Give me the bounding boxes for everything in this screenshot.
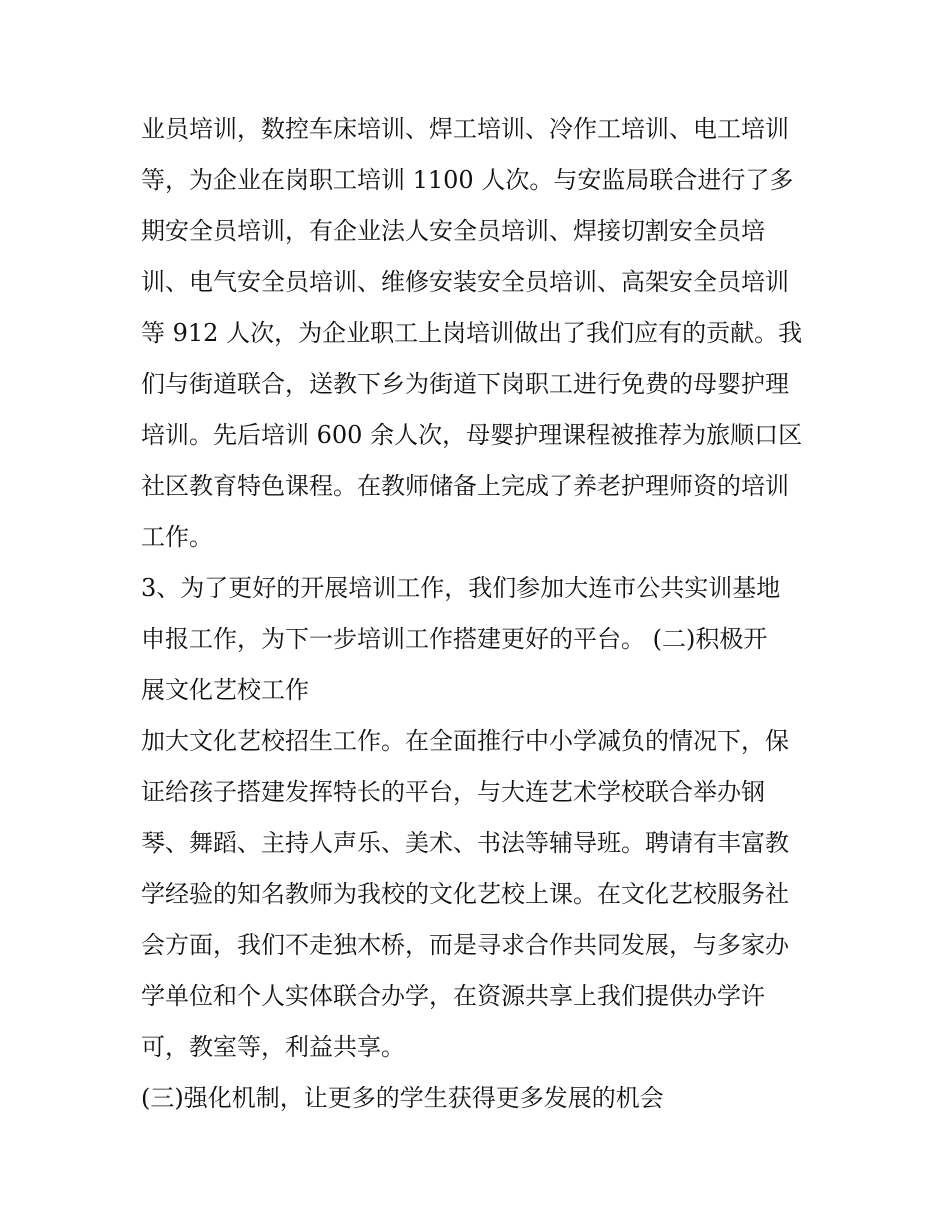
text-line: 期安全员培训，有企业法人安全员培训、焊接切割安全员培 — [141, 217, 765, 245]
section-heading-2: 展文化艺校工作 — [141, 676, 309, 704]
text-line: 工作。 — [141, 523, 213, 551]
text-line: 们与街道联合，送教下乡为街道下岗职工进行免费的母婴护理 — [141, 370, 789, 398]
document-body — [141, 104, 821, 1124]
text-line: 学经验的知名教师为我校的文化艺校上课。在文化艺校服务社 — [141, 880, 789, 908]
text-line: 业员培训，数控车床培训、焊工培训、冷作工培训、电工培训 — [141, 115, 789, 143]
text-line: 社区教育特色课程。在教师储备上完成了养老护理师资的培训 — [141, 472, 789, 500]
text-line: 可，教室等，利益共享。 — [141, 1033, 405, 1061]
text-line: 会方面，我们不走独木桥，而是寻求合作共同发展，与多家办 — [141, 931, 789, 959]
text-line: 训、电气安全员培训、维修安装安全员培训、高架安全员培训 — [141, 268, 789, 296]
text-line: 琴、舞蹈、主持人声乐、美术、书法等辅导班。聘请有丰富教 — [141, 829, 789, 857]
section-item-3: 3、为了更好的开展培训工作，我们参加大连市公共实训基地 — [141, 574, 781, 602]
text-line: 加大文化艺校招生工作。在全面推行中小学减负的情况下，保 — [141, 727, 789, 755]
text-line: 证给孩子搭建发挥特长的平台，与大连艺术学校联合举办钢 — [141, 778, 765, 806]
text-line: 等，为企业在岗职工培训 1100 人次。与安监局联合进行了多 — [141, 166, 794, 194]
text-line: 等 912 人次，为企业职工上岗培训做出了我们应有的贡献。我 — [141, 319, 803, 347]
text-line: 申报工作，为下一步培训工作搭建更好的平台。 (二)积极开 — [141, 625, 768, 653]
text-line: 培训。先后培训 600 余人次，母婴护理课程被推荐为旅顺口区 — [141, 421, 803, 449]
section-heading-3: (三)强化机制，让更多的学生获得更多发展的机会 — [141, 1084, 664, 1112]
text-line: 学单位和个人实体联合办学，在资源共享上我们提供办学许 — [141, 982, 765, 1010]
